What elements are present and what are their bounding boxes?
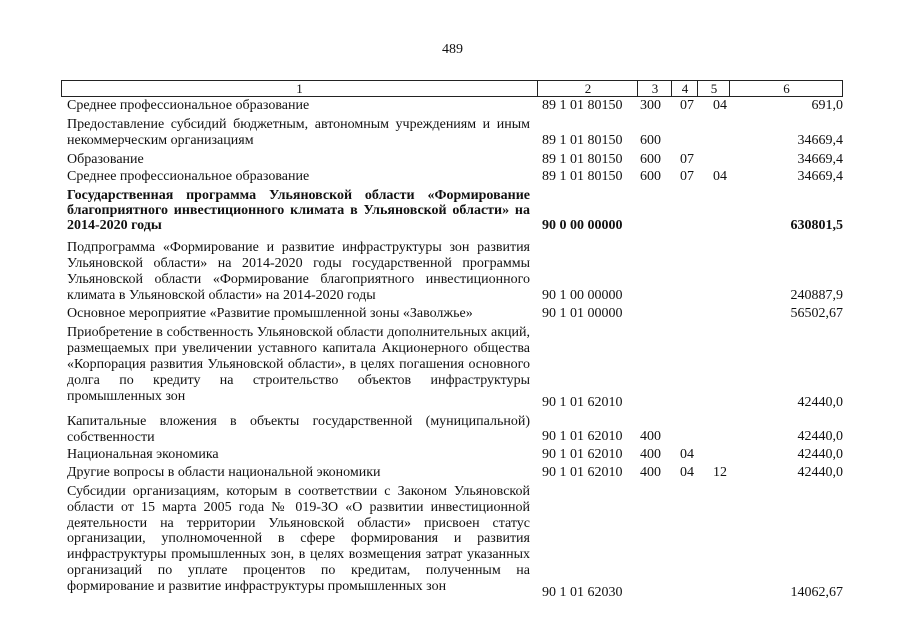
- row-col4: 04: [680, 465, 694, 480]
- row-col5: 04: [713, 169, 727, 184]
- row-col3: 300: [640, 98, 661, 113]
- row-amount: 42440,0: [797, 395, 843, 410]
- row-amount: 42440,0: [797, 447, 843, 462]
- row-description: Среднее профессиональное образование: [67, 169, 310, 184]
- row-code: 90 1 00 00000: [542, 288, 623, 303]
- row-code: 90 1 01 62010: [542, 395, 623, 410]
- row-description: Приобретение в собственность Ульяновской области дополнительных акций, размещаемых при увеличении уставного капитала Акционерного общества «Корпорация развития Ульяновской области», в целях погашения основного долга по кредиту на строительство объектов инфраструктуры промышленных зон: [67, 325, 530, 404]
- row-code: 90 1 01 62030: [542, 585, 623, 600]
- row-amount: 42440,0: [797, 429, 843, 444]
- row-amount: 240887,9: [790, 288, 843, 303]
- row-col3: 400: [640, 447, 661, 462]
- row-col3: 400: [640, 465, 661, 480]
- row-code: 89 1 01 80150: [542, 169, 623, 184]
- row-description: Другие вопросы в области национальной экономики: [67, 465, 381, 480]
- header-col-4: 4: [671, 81, 698, 96]
- row-col4: 07: [680, 169, 694, 184]
- row-amount: 34669,4: [797, 133, 843, 148]
- table-header: [61, 80, 843, 97]
- row-description: Подпрограмма «Формирование и развитие инфраструктуры зон развития Ульяновской области» на 2014-2020 годы государственной программы Ульяновской области «Формирование благоприятного инвестиционного климата в Ульяновской области» на 2014-2020 годы: [67, 240, 530, 303]
- header-col-3: 3: [637, 81, 672, 96]
- row-col3: 600: [640, 169, 661, 184]
- row-code: 90 1 01 00000: [542, 306, 623, 321]
- row-amount: 42440,0: [797, 465, 843, 480]
- row-col3: 400: [640, 429, 661, 444]
- page-number: 489: [442, 42, 463, 57]
- row-code: 90 1 01 62010: [542, 465, 623, 480]
- row-amount: 14062,67: [790, 585, 843, 600]
- header-col-5: 5: [697, 81, 730, 96]
- header-col-1: 1: [296, 81, 303, 96]
- header-col-6: 6: [729, 81, 843, 96]
- row-col5: 04: [713, 98, 727, 113]
- row-amount: 34669,4: [797, 169, 843, 184]
- row-code: 89 1 01 80150: [542, 152, 623, 167]
- row-code: 90 1 01 62010: [542, 447, 623, 462]
- row-amount: 691,0: [811, 98, 843, 113]
- row-amount: 630801,5: [790, 218, 843, 233]
- row-col3: 600: [640, 152, 661, 167]
- row-description: Национальная экономика: [67, 447, 219, 462]
- row-description: Капитальные вложения в объекты государственной (муниципальной) собственности: [67, 414, 530, 445]
- row-description: Образование: [67, 152, 144, 167]
- row-amount: 34669,4: [797, 152, 843, 167]
- row-description: Субсидии организациям, которым в соответствии с Законом Ульяновской области от 15 марта 2005 года № 019-ЗО «О развитии инвестиционной деятельности на территории Ульяновской области» присвоен статус организации, уполномоченной в сфере формирования и развития инфраструктуры промышленных зон, в целях возмещения затрат указанных организаций по уплате процентов по кредитам, полученным на формирование и развитие инфраструктуры промышленных зон: [67, 484, 530, 594]
- header-col-2: 2: [537, 81, 638, 96]
- row-code: 89 1 01 80150: [542, 98, 623, 113]
- row-code: 90 0 00 00000: [542, 218, 623, 233]
- row-col4: 07: [680, 152, 694, 167]
- row-description: Основное мероприятие «Развитие промышленной зоны «Заволжье»: [67, 306, 473, 321]
- row-col4: 04: [680, 447, 694, 462]
- row-code: 89 1 01 80150: [542, 133, 623, 148]
- row-description: Предоставление субсидий бюджетным, автономным учреждениям и иным некоммерческим организациям: [67, 117, 530, 148]
- row-col3: 600: [640, 133, 661, 148]
- row-col4: 07: [680, 98, 694, 113]
- row-description: Среднее профессиональное образование: [67, 98, 310, 113]
- row-col5: 12: [713, 465, 727, 480]
- row-description: Государственная программа Ульяновской области «Формирование благоприятного инвестиционного климата в Ульяновской области» на 2014-2020 годы: [67, 188, 530, 233]
- row-amount: 56502,67: [790, 306, 843, 321]
- row-code: 90 1 01 62010: [542, 429, 623, 444]
